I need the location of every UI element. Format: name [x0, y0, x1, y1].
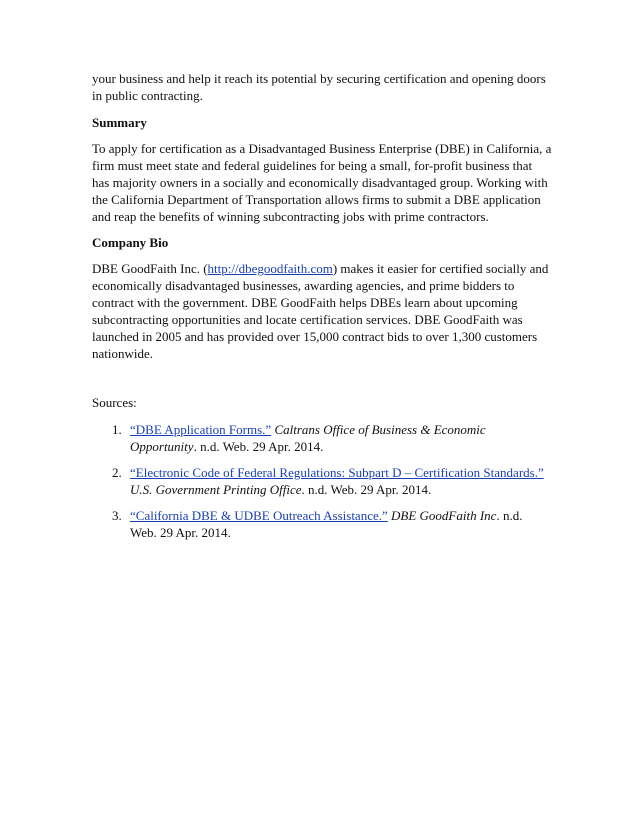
source-details: . n.d. Web. 29 Apr. 2014. — [130, 508, 523, 540]
bio-text-before: DBE GoodFaith Inc. ( — [92, 261, 208, 276]
summary-heading: Summary — [92, 115, 147, 130]
company-website-link[interactable]: http://dbegoodfaith.com — [207, 261, 333, 276]
summary-paragraph: To apply for certification as a Disadvantaged Business Enterprise (DBE) in California, a firm must meet state and federal guidelines for being a small, for-profit business that has majority owners in a socially and economically disadvantaged group. Working with the California Department of Transportation allows firms to submit a DBE application and reap the benefits of winning subcontracting jobs with prime contractors. — [92, 141, 552, 224]
company-bio-paragraph — [92, 260, 552, 362]
source-title-link[interactable]: “Electronic Code of Federal Regulations: Subpart D – Certification Standards.” — [130, 465, 544, 480]
source-item — [92, 507, 552, 541]
source-number: 3. — [112, 508, 122, 523]
sources-label: Sources: — [92, 395, 137, 410]
source-item — [92, 464, 552, 498]
source-details: . n.d. Web. 29 Apr. 2014. — [193, 439, 324, 454]
company-bio-heading: Company Bio — [92, 235, 169, 250]
source-number: 1. — [112, 422, 122, 437]
source-publisher: DBE GoodFaith Inc — [391, 508, 497, 523]
source-publisher: U.S. Government Printing Office — [130, 482, 302, 497]
source-publisher: Caltrans Office of Business & Economic Opportunity — [130, 422, 486, 454]
source-item — [92, 421, 552, 455]
source-title-link[interactable]: “California DBE & UDBE Outreach Assistance.” — [130, 508, 388, 523]
source-number: 2. — [112, 465, 122, 480]
intro-paragraph: your business and help it reach its potential by securing certification and opening doors in public contracting. — [92, 71, 546, 103]
source-details: . n.d. Web. 29 Apr. 2014. — [301, 482, 432, 497]
source-title-link[interactable]: “DBE Application Forms.” — [130, 422, 272, 437]
sources-list — [92, 421, 552, 541]
bio-text-after: ) makes it easier for certified socially and economically disadvantaged businesses, awarding agencies, and prime bidders to contract with the government. DBE GoodFaith helps DBEs learn about upcoming subcontracting opportunities and locate certification services. DBE GoodFaith was launched in 2005 and has provided over 15,000 contract bids to over 1,300 customers nationwide. — [92, 261, 549, 361]
document-page — [92, 70, 552, 550]
